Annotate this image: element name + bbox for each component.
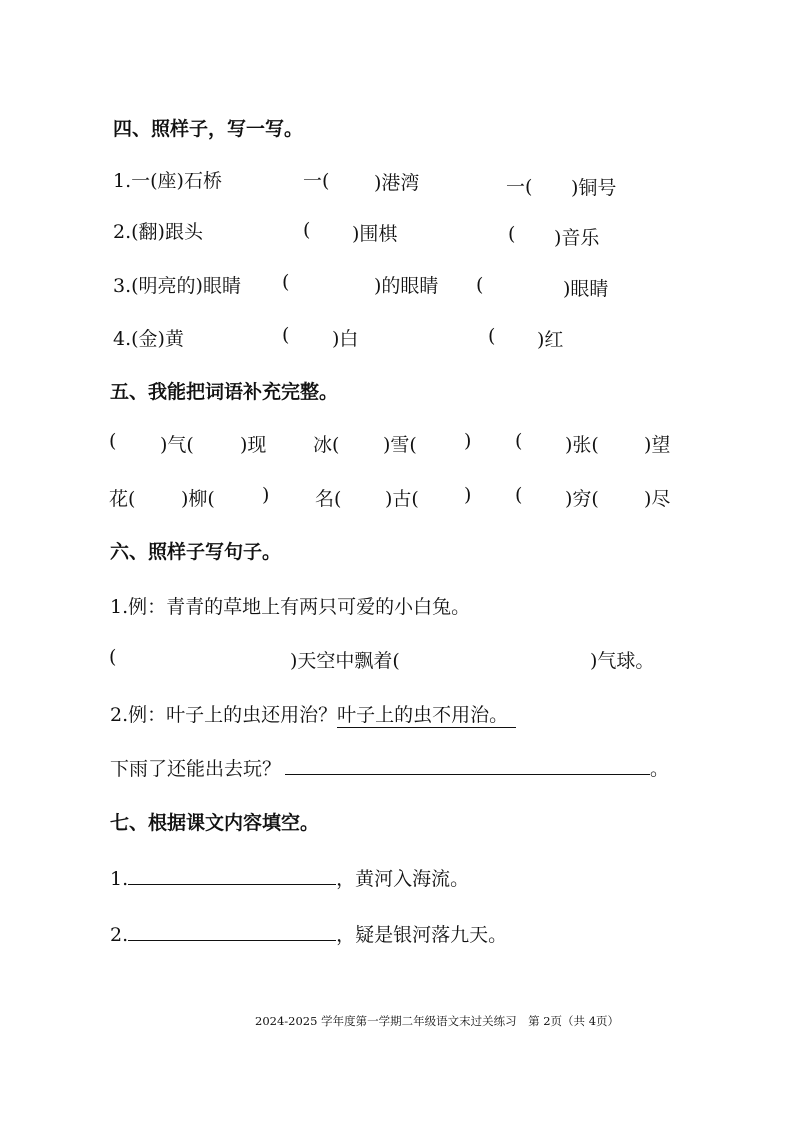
- s5-r1-seg7: (: [515, 430, 523, 452]
- s4-row4-blank1-open: (: [282, 324, 290, 346]
- s6-fill1-end: )气球。: [590, 650, 655, 672]
- s4-row1-example: 1.一(座)石桥: [113, 170, 222, 192]
- s5-r2-seg7: (: [515, 484, 523, 506]
- s5-r1-seg6: ): [464, 430, 472, 452]
- s5-r1-seg1: (: [109, 430, 117, 452]
- s6-question-2: [110, 754, 669, 781]
- s6-fill1-middle: )天空中飘着(: [290, 650, 400, 672]
- s4-row3-blank2-word: )眼睛: [563, 278, 609, 300]
- s4-row4-blank2-word: )红: [537, 329, 564, 351]
- s6-fill1-open: (: [109, 646, 117, 668]
- s5-r1-seg3: )现: [240, 434, 267, 456]
- s7-item-1-text: ，黄河入海流。: [336, 868, 470, 890]
- s6-answer-line[interactable]: [285, 756, 650, 775]
- s7-item-2-number: 2.: [110, 924, 129, 946]
- s4-row1-blank2-open: 一(: [506, 176, 533, 198]
- s4-row2-blank2-open: (: [508, 223, 516, 245]
- section-7-heading: 七、根据课文内容填空。: [110, 812, 320, 834]
- s4-row3-example: 3.(明亮的)眼睛: [113, 275, 241, 297]
- s4-row2-blank2-word: )音乐: [554, 227, 600, 249]
- s7-item-1-number: 1.: [110, 868, 129, 890]
- s4-row4-blank1-word: )白: [332, 328, 359, 350]
- s4-row2-example: 2.(翻)跟头: [113, 221, 203, 243]
- s4-row3-blank2-open: (: [476, 274, 484, 296]
- s4-row3-blank1-word: )的眼睛: [374, 275, 439, 297]
- s4-row1-blank1-open: 一(: [303, 170, 330, 192]
- s4-row4-blank2-open: (: [488, 325, 496, 347]
- s6-example-2: [110, 700, 516, 728]
- s7-item-1: [110, 864, 469, 891]
- s5-r2-seg1: 花(: [109, 488, 136, 510]
- s5-r1-seg2: )气(: [160, 434, 194, 456]
- s5-r1-seg9: )望: [644, 434, 671, 456]
- s6-question-2-end: 。: [650, 758, 670, 780]
- s5-r2-seg4: 名(: [315, 488, 342, 510]
- s5-r1-seg5: )雪(: [383, 434, 417, 456]
- s5-r2-seg9: )尽: [644, 488, 671, 510]
- s4-row4-example: 4.(金)黄: [113, 328, 184, 350]
- s4-row1-blank1-word: )港湾: [374, 172, 420, 194]
- s5-r1-seg4: 冰(: [313, 434, 340, 456]
- s7-item-2-answer-line[interactable]: [128, 922, 336, 941]
- s5-r1-seg8: )张(: [565, 434, 599, 456]
- s5-r2-seg5: )古(: [385, 488, 419, 510]
- s5-r2-seg2: )柳(: [181, 488, 215, 510]
- s4-row2-blank1-open: (: [303, 219, 311, 241]
- s6-example-2-question: 2.例：叶子上的虫还用治？: [110, 704, 338, 726]
- section-4-heading: 四、照样子，写一写。: [113, 118, 304, 140]
- section-5-heading: 五、我能把词语补充完整。: [110, 381, 339, 403]
- s7-item-2: [110, 920, 507, 947]
- page-footer: 2024-2025 学年度第一学期二年级语文末过关练习 第 2页（共 4页）: [255, 1014, 620, 1028]
- s7-item-1-answer-line[interactable]: [128, 866, 336, 885]
- section-6-heading: 六、照样子写句子。: [110, 541, 282, 563]
- s5-r2-seg6: ): [464, 484, 472, 506]
- s6-question-2-text: 下雨了还能出去玩？: [110, 758, 282, 780]
- s5-r2-seg3: ): [262, 484, 270, 506]
- s6-example-2-answer: 叶子上的虫不用治。: [337, 700, 516, 728]
- s4-row3-blank1-open: (: [282, 271, 290, 293]
- s6-example-1: 1.例：青青的草地上有两只可爱的小白兔。: [110, 596, 471, 618]
- s7-item-2-text: ，疑是银河落九天。: [336, 924, 508, 946]
- s4-row1-blank2-word: )铜号: [571, 177, 617, 199]
- s4-row2-blank1-word: )围棋: [352, 223, 398, 245]
- s5-r2-seg8: )穷(: [565, 488, 599, 510]
